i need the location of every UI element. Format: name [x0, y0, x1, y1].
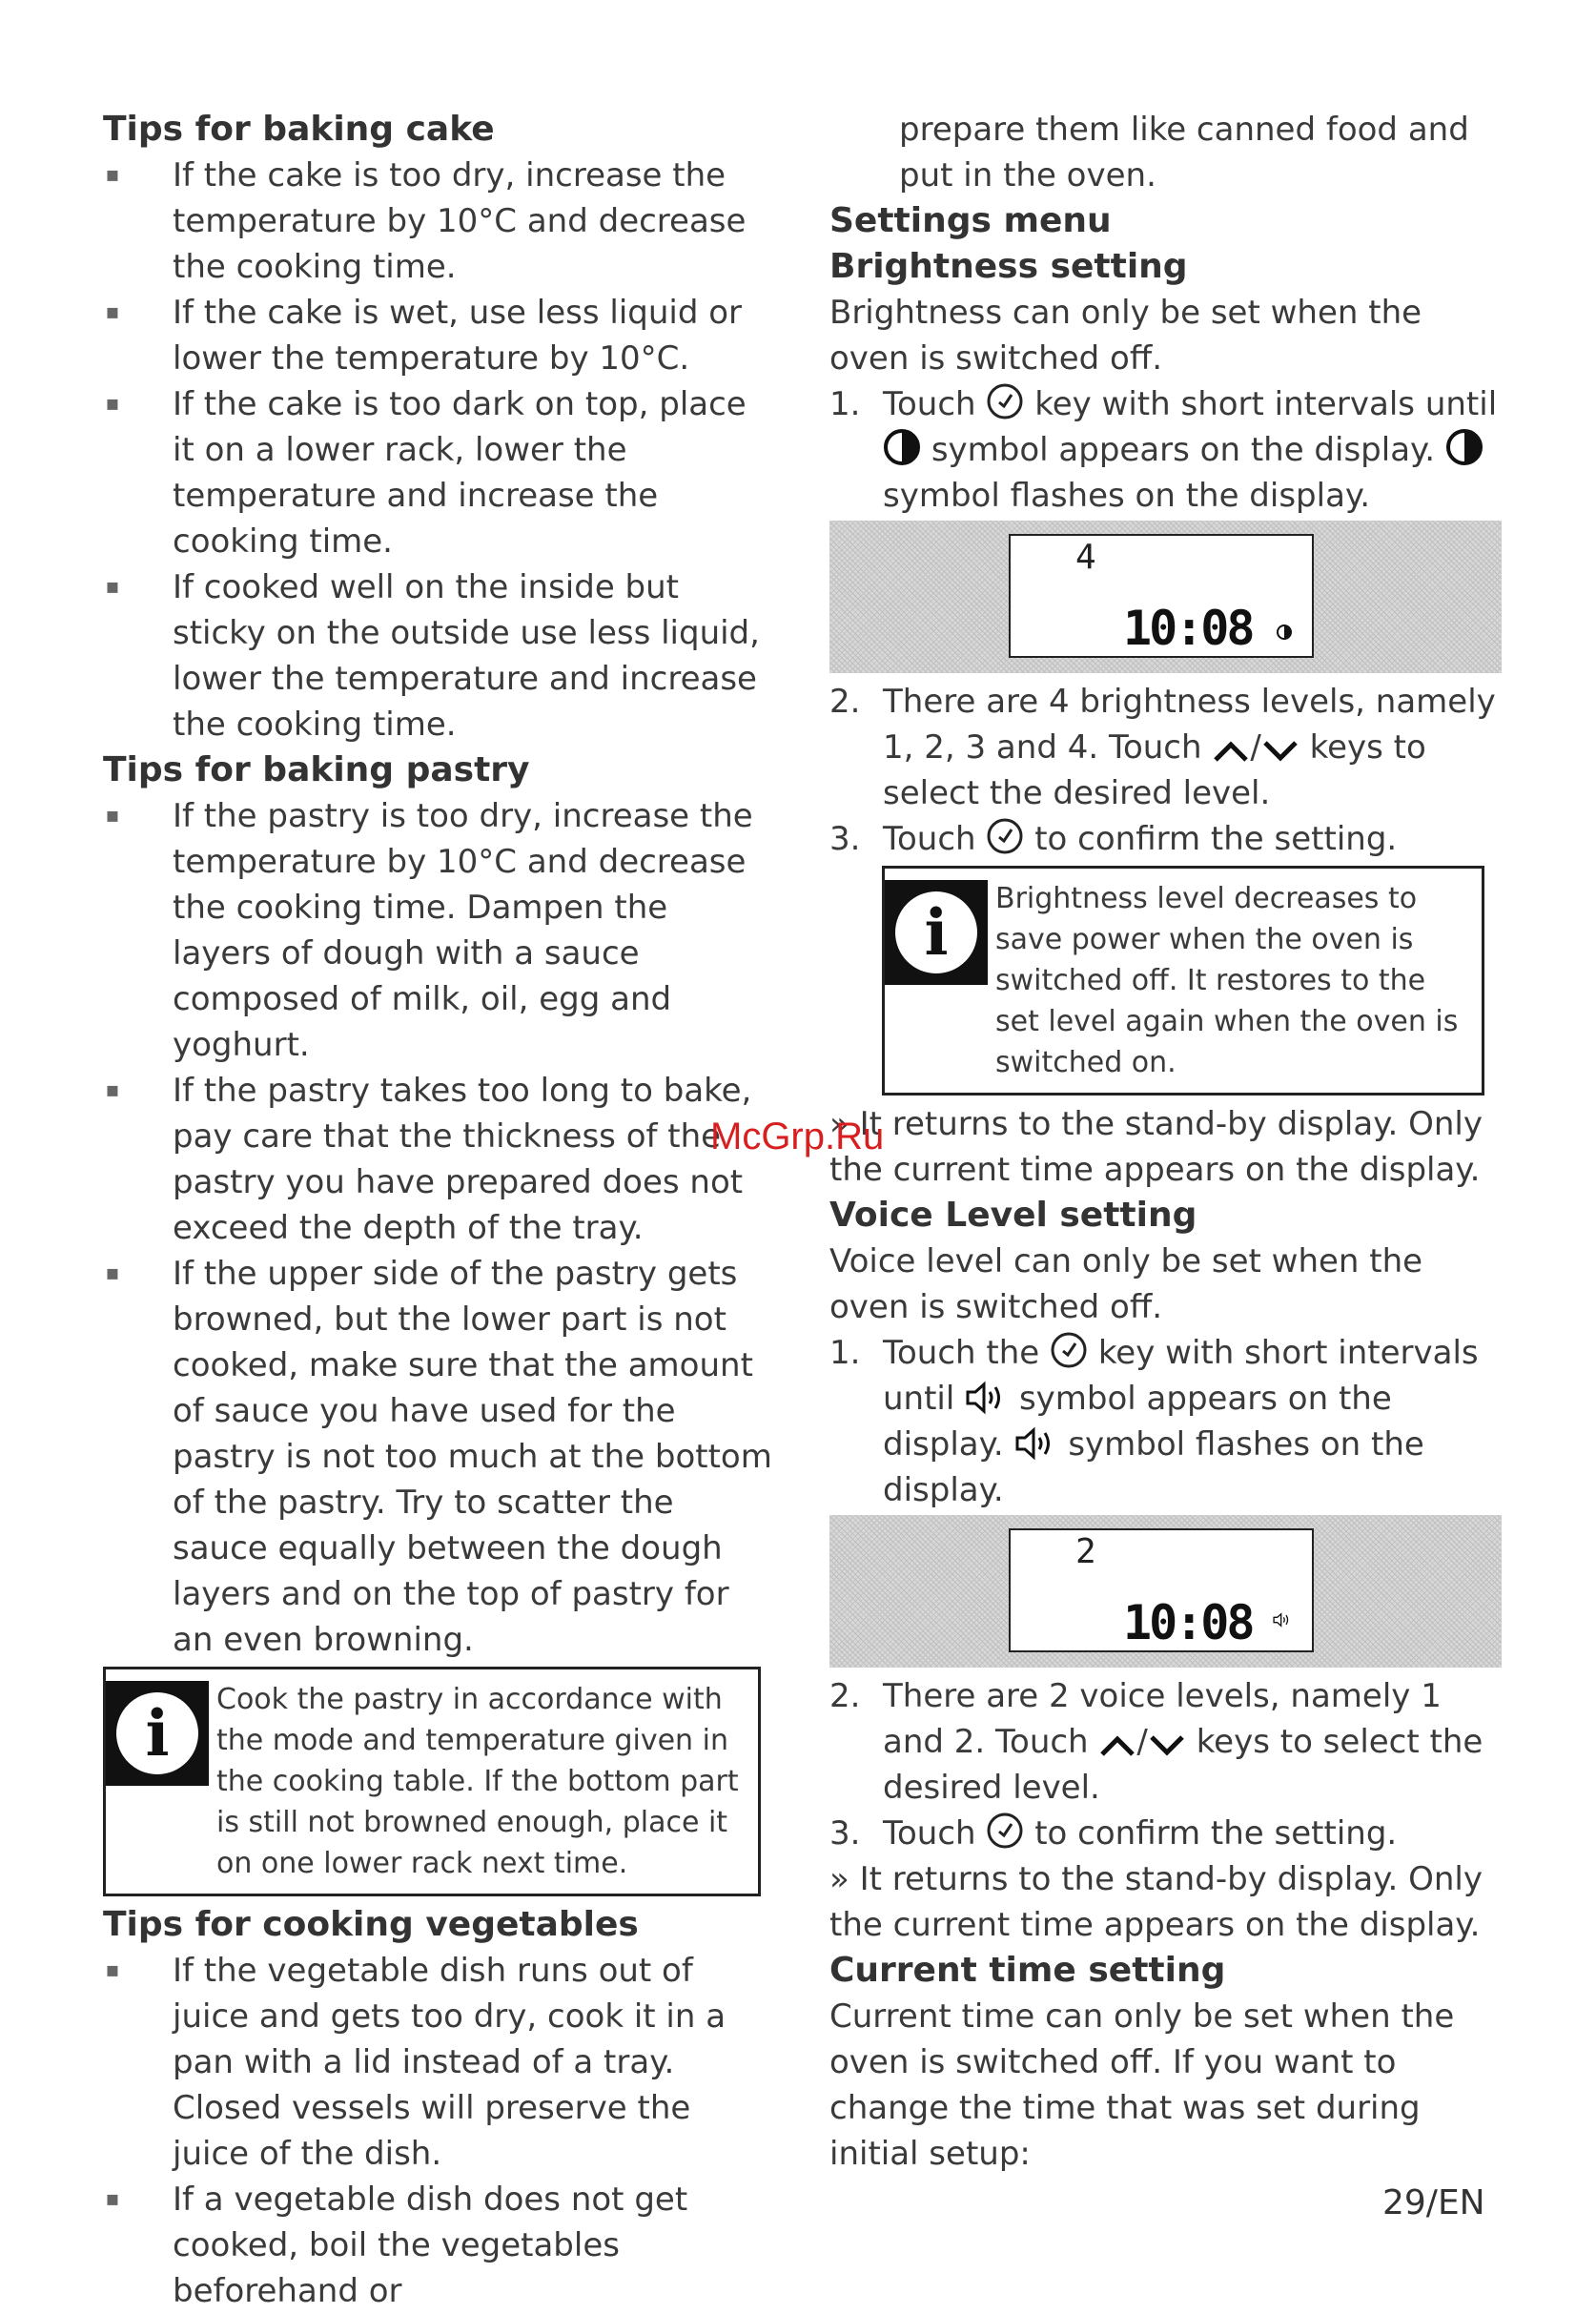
- info-note-text: Cook the pastry in accordance with the mode and temperature given in the cooking table. If the bottom part is still not browned enough, place it on one lower rack next time.: [216, 1683, 739, 1880]
- page-number: 29/EN: [1382, 2183, 1485, 2222]
- current-time-intro: Current time can only be set when the oven is switched off. If you want to change the time that was set during initial setup:: [829, 1997, 1455, 2173]
- up-arrow-icon: [1212, 739, 1250, 764]
- bullet-icon: ▪: [105, 2187, 120, 2211]
- info-icon: i: [106, 1681, 209, 1786]
- oven-display: [1009, 534, 1314, 658]
- voice-step-3: 3. Touch to confirm the setting.: [829, 1811, 1502, 1856]
- brightness-steps-cont: [829, 679, 1502, 862]
- info-note-brightness: [882, 866, 1484, 1096]
- list-item: ▪ If the cake is too dark on top, place it on a lower rack, lower the temperature and increase the cooking time.: [103, 381, 775, 564]
- display-time: 10:08: [1123, 1595, 1253, 1650]
- cake-tips-list: [103, 153, 775, 747]
- voice-result: » It returns to the stand-by display. Only the current time appears on the display.: [829, 1860, 1483, 1944]
- voice-step-1: 1. Touch the key with short intervals until symbol appears on the display. symbol flashes on the display.: [829, 1330, 1502, 1513]
- vegetable-tips-list: [103, 1948, 775, 2314]
- bullet-icon: ▪: [105, 804, 120, 828]
- clock-key-icon: [986, 817, 1024, 855]
- brightness-intro: Brightness can only be set when the oven is switched off.: [829, 294, 1422, 378]
- heading-voice: Voice Level setting: [829, 1196, 1197, 1235]
- info-note-text: Brightness level decreases to save power when the oven is switched off. It restores to the set level again when the oven is switched on.: [995, 882, 1459, 1079]
- brightness-step-2: 2. There are 4 brightness levels, namely 1, 2, 3 and 4. Touch / keys to select the desired level.: [829, 683, 1496, 812]
- voice-steps: [829, 1330, 1502, 1513]
- continued-text: prepare them like canned food and put in the oven.: [899, 111, 1469, 195]
- list-item: ▪ If the cake is wet, use less liquid or lower the temperature by 10°C.: [103, 290, 775, 381]
- brightness-icon: [883, 428, 921, 466]
- brightness-display-panel: [829, 521, 1502, 673]
- display-time: 10:08: [1123, 601, 1253, 656]
- oven-display: [1009, 1528, 1314, 1652]
- down-arrow-icon: [1261, 739, 1299, 764]
- speaker-icon: [965, 1381, 1009, 1415]
- voice-display-panel: [829, 1515, 1502, 1668]
- bullet-icon: ▪: [105, 1078, 120, 1102]
- right-column: [829, 107, 1502, 2177]
- up-arrow-icon: [1098, 1733, 1136, 1758]
- list-item: ▪ If the cake is too dry, increase the temperature by 10°C and decrease the cooking time.: [103, 153, 775, 290]
- clock-key-icon: [986, 1812, 1024, 1850]
- heading-brightness: Brightness setting: [829, 247, 1188, 286]
- bullet-icon: ▪: [105, 575, 120, 599]
- heading-settings-menu: Settings menu: [829, 201, 1112, 240]
- brightness-result: » It returns to the stand-by display. Only the current time appears on the display.: [829, 1105, 1483, 1189]
- voice-intro: Voice level can only be set when the oven is switched off.: [829, 1242, 1423, 1326]
- watermark: McGrp.Ru: [710, 1116, 885, 1157]
- display-level: 2: [1075, 1532, 1096, 1571]
- heading-pastry: Tips for baking pastry: [103, 750, 530, 789]
- speaker-icon: [1014, 1426, 1058, 1461]
- heading-vegetables: Tips for cooking vegetables: [103, 1905, 639, 1944]
- brightness-step-3: 3. Touch to confirm the setting.: [829, 816, 1502, 862]
- list-item: ▪ If the upper side of the pastry gets browned, but the lower part is not cooked, make sure that the amount of sauce you have used for the pastry is not too much at the bottom of the pastry. Try to scatter the sauce equally between the dough layers and on the top of pastry for an even browning.: [103, 1251, 775, 1663]
- list-item: ▪ If the pastry is too dry, increase the temperature by 10°C and decrease the cooking time. Dampen the layers of dough with a sauce composed of milk, oil, egg and yoghurt.: [103, 793, 775, 1068]
- info-note-pastry: [103, 1667, 761, 1896]
- list-item: ▪ If the vegetable dish runs out of juice and gets too dry, cook it in a pan with a lid instead of a tray. Closed vessels will preserve the juice of the dish.: [103, 1948, 775, 2177]
- brightness-icon: [1445, 428, 1483, 466]
- bullet-icon: ▪: [105, 1958, 120, 1982]
- bullet-icon: ▪: [105, 163, 120, 187]
- clock-key-icon: [986, 382, 1024, 420]
- heading-current-time: Current time setting: [829, 1951, 1226, 1990]
- down-arrow-icon: [1148, 1733, 1186, 1758]
- bullet-icon: ▪: [105, 300, 120, 324]
- list-item: ▪ If cooked well on the inside but sticky on the outside use less liquid, lower the temperature and increase the cooking time.: [103, 564, 775, 747]
- brightness-steps: [829, 381, 1502, 519]
- bullet-icon: ▪: [105, 1261, 120, 1285]
- brightness-small-icon: [1276, 624, 1293, 641]
- brightness-step-1: 1. Touch key with short intervals until symbol appears on the display. symbol flashes on the display.: [829, 381, 1502, 519]
- voice-step-2: 2. There are 2 voice levels, namely 1 and 2. Touch / keys to select the desired level.: [829, 1677, 1483, 1807]
- speaker-small-icon: [1272, 1612, 1293, 1628]
- clock-key-icon: [1050, 1331, 1088, 1369]
- heading-cake: Tips for baking cake: [103, 110, 495, 149]
- bullet-icon: ▪: [105, 392, 120, 416]
- list-item: ▪ If a vegetable dish does not get cooked, boil the vegetables beforehand or: [103, 2177, 775, 2314]
- display-level: 4: [1075, 538, 1096, 577]
- left-column: [103, 107, 775, 2314]
- pastry-tips-list: [103, 793, 775, 1663]
- list-item: ▪ If the pastry takes too long to bake, pay care that the thickness of the pastry you have prepared does not exceed the depth of the tray.: [103, 1068, 775, 1251]
- info-icon: i: [885, 880, 988, 985]
- voice-steps-cont: [829, 1673, 1502, 1856]
